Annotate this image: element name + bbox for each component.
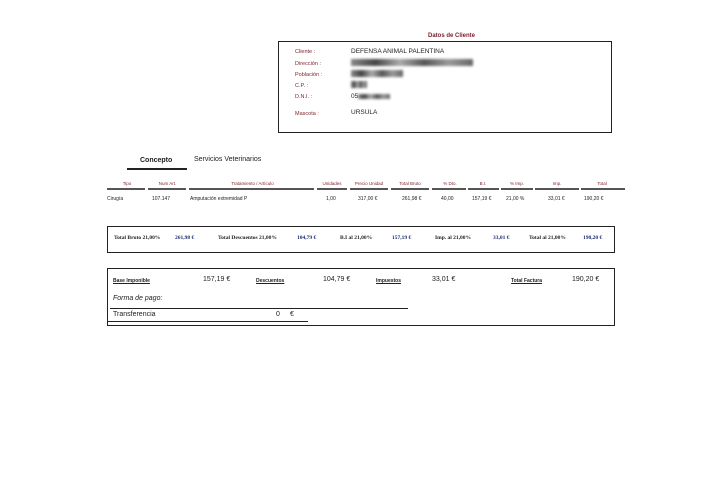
cell-total-bruto: 261,98 € (402, 196, 422, 202)
descuentos-value: 104,79 € (323, 276, 351, 283)
total-factura-label: Total Factura (511, 278, 543, 284)
dni-value (351, 93, 390, 100)
cell-num-art: 107.147 (152, 196, 171, 202)
cell-precio-unidad: 317,00 € (358, 196, 378, 202)
header-rule (432, 188, 466, 190)
total-bruto-value: 261,98 € (175, 235, 195, 241)
col-header: B.I. (479, 181, 487, 186)
col-header: Total Bruto (399, 181, 421, 186)
impuestos-label: Impuestos (376, 278, 402, 284)
col-header: Imp. (552, 181, 562, 186)
header-rule (350, 188, 388, 190)
city-value-redacted (351, 70, 403, 77)
payment-currency: € (290, 311, 294, 318)
header-rule (535, 188, 579, 190)
total-iva-label: Total al 21,00% (529, 235, 566, 241)
cell-bi: 157,19 € (472, 196, 492, 202)
tax-totals-box (107, 226, 615, 253)
col-header: Total (597, 181, 607, 186)
imp-label: Imp. al 21,00% (435, 235, 472, 241)
impuestos-value: 33,01 € (432, 276, 456, 283)
client-label: Cliente : (295, 49, 316, 55)
base-imponible-label: Base Imponible (113, 278, 150, 284)
dni-prefix: 05 (351, 93, 359, 100)
col-header: % Imp. (509, 181, 524, 186)
bi-label: B.I al 21,00% (340, 235, 373, 241)
postal-code-redacted (351, 81, 367, 88)
cell-unidades: 1,00 (326, 196, 336, 202)
dni-label: D.N.I. : (295, 94, 313, 100)
client-section-title: Datos de Cliente (428, 33, 476, 39)
col-header: Precio Unidad (354, 181, 384, 186)
pet-name: URSULA (351, 109, 378, 116)
total-descuentos-label: Total Descuentos 21,00% (218, 235, 277, 241)
header-rule (468, 188, 499, 190)
postal-code-label: C.P. : (295, 83, 309, 89)
header-rule (581, 188, 625, 190)
payment-amount: 0 (276, 311, 280, 318)
pet-label: Mascota : (295, 111, 319, 117)
tab-concepto[interactable]: Concepto (140, 157, 173, 164)
cell-imp: 33,01 € (548, 196, 565, 202)
base-imponible-value: 157,19 € (203, 276, 231, 283)
col-header: Tipo (122, 181, 132, 186)
address-value-redacted (351, 59, 473, 66)
client-name: DEFENSA ANIMAL PALENTINA (351, 48, 445, 55)
total-bruto-label: Total Bruto 21,00% (114, 235, 161, 241)
bi-value: 157,19 € (392, 235, 412, 241)
header-rule (148, 188, 186, 190)
total-iva-value: 190,20 € (583, 235, 603, 241)
cell-tipo: Cirugía (107, 196, 124, 202)
cell-total: 190,20 € (584, 196, 604, 202)
city-label: Población : (295, 72, 323, 78)
payment-underline (108, 321, 308, 322)
invoice-summary-box (107, 268, 615, 326)
active-tab-underline (127, 168, 187, 170)
col-header: Tratamiento / Artículo (231, 181, 274, 186)
tab-servicios-veterinarios[interactable]: Servicios Veterinarios (194, 156, 262, 163)
imp-value: 33,01 € (493, 235, 510, 241)
header-rule (189, 188, 314, 190)
payment-method-value: Transferencia (113, 311, 156, 318)
cell-dto: 40,00 (441, 196, 454, 202)
header-rule (107, 188, 145, 190)
cell-tratamiento: Amputación extremidad P (190, 196, 248, 202)
client-info-box (278, 41, 612, 133)
header-rule (501, 188, 533, 190)
header-rule (317, 188, 347, 190)
col-header: Num Art. (158, 181, 177, 186)
header-rule (391, 188, 429, 190)
address-label: Dirección : (295, 61, 321, 67)
col-header: Unidades (322, 181, 342, 186)
payment-divider (110, 308, 408, 309)
payment-method-label: Forma de pago: (113, 295, 163, 302)
cell-imp-pct: 21,00 % (506, 196, 525, 202)
total-factura-value: 190,20 € (572, 276, 600, 283)
descuentos-label: Descuentos (256, 278, 285, 284)
total-descuentos-value: 104,79 € (297, 235, 317, 241)
col-header: % Dto. (443, 181, 457, 186)
